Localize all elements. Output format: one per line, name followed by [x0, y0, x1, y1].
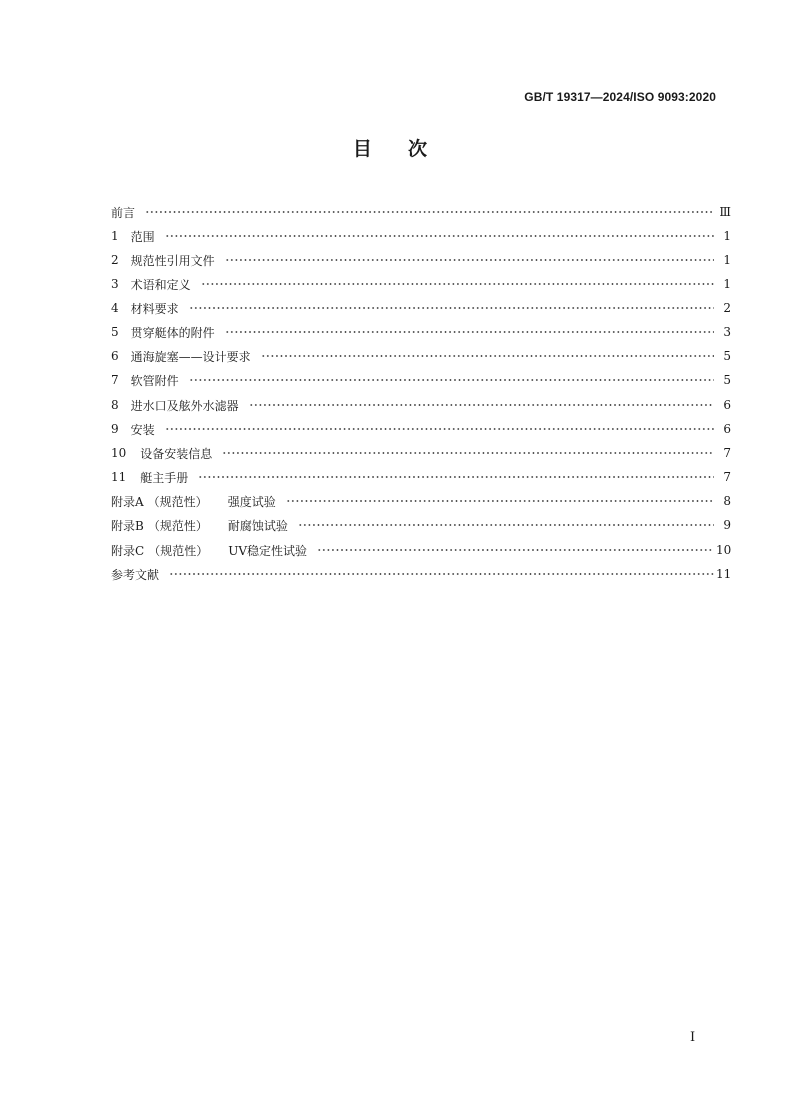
- toc-annex-qualifier: （规范性）: [148, 543, 209, 558]
- dot-leader: [286, 499, 714, 503]
- toc-entry-1[interactable]: [111, 226, 731, 246]
- toc-annex-qualifier: （规范性）: [147, 518, 208, 533]
- dot-leader: [317, 548, 714, 552]
- toc-entry-10[interactable]: [111, 443, 731, 463]
- toc-entry-7[interactable]: [111, 370, 731, 390]
- toc-entry-number: 2: [111, 253, 119, 267]
- toc-entry-number: 6: [111, 349, 119, 363]
- toc-page-number: 7: [723, 470, 731, 484]
- toc-page-number: 7: [723, 446, 731, 460]
- toc-entry-number: 4: [111, 301, 119, 315]
- toc-entry-bibliography[interactable]: [111, 564, 731, 584]
- toc-entry-label: 强度试验: [227, 494, 276, 509]
- dot-leader: [249, 403, 714, 407]
- toc-page-number: 1: [723, 277, 731, 291]
- toc-page-number: Ⅲ: [719, 205, 731, 219]
- toc-entry-number: 7: [111, 373, 119, 387]
- toc-page-number: 1: [723, 253, 731, 267]
- toc-entry-3[interactable]: [111, 274, 731, 294]
- toc-page-number: 3: [723, 325, 731, 339]
- toc-entry-number: 3: [111, 277, 119, 291]
- toc-entry-9[interactable]: [111, 419, 731, 439]
- toc-page-number: 6: [723, 398, 731, 412]
- toc-entry-label: 参考文献: [111, 567, 160, 582]
- toc-page-number: 11: [716, 567, 732, 581]
- toc-annex-number: 附录C: [111, 543, 145, 558]
- dot-leader: [145, 210, 714, 214]
- toc-entry-number: 10: [111, 446, 127, 460]
- toc-page-number: 9: [723, 518, 731, 532]
- toc-entry-6[interactable]: [111, 346, 731, 366]
- dot-leader: [225, 258, 714, 262]
- toc-page-number: 8: [723, 494, 731, 508]
- toc-entry-label: 规范性引用文件: [130, 253, 215, 268]
- toc-entry-label: 进水口及舷外水滤器: [130, 398, 239, 413]
- toc-page-number: 10: [716, 543, 732, 557]
- toc-entry-label: 术语和定义: [130, 277, 191, 292]
- toc-entry-4[interactable]: [111, 298, 731, 318]
- toc-entry-label: 范围: [130, 229, 155, 244]
- toc-annex-number: 附录A: [111, 494, 144, 509]
- toc-entry-foreword[interactable]: [111, 202, 731, 222]
- toc-entry-label: UV稳定性试验: [228, 543, 307, 558]
- toc-entry-label: 软管附件: [130, 373, 179, 388]
- dot-leader: [189, 306, 714, 310]
- toc-page-number: 6: [723, 422, 731, 436]
- page-number: I: [690, 1030, 696, 1045]
- dot-leader: [222, 451, 714, 455]
- dot-leader: [201, 282, 714, 286]
- toc-page-number: 2: [723, 301, 731, 315]
- toc-entry-label: 通海旋塞——设计要求: [130, 349, 251, 364]
- toc-entry-number: 5: [111, 325, 119, 339]
- toc-annex-qualifier: （规范性）: [147, 494, 208, 509]
- toc-entry-8[interactable]: [111, 395, 731, 415]
- toc-entry-label: 安装: [130, 422, 155, 437]
- toc-entry-number: 11: [111, 470, 127, 484]
- dot-leader: [261, 354, 714, 358]
- dot-leader: [165, 427, 714, 431]
- toc-entry-5[interactable]: [111, 322, 731, 342]
- dot-leader: [189, 378, 714, 382]
- dot-leader: [298, 523, 714, 527]
- toc-entry-2[interactable]: [111, 250, 731, 270]
- toc-entry-number: 1: [111, 229, 119, 243]
- toc-entry-number: 9: [111, 422, 119, 436]
- dot-leader: [198, 475, 714, 479]
- toc-entry-label: 耐腐蚀试验: [227, 518, 288, 533]
- toc-entry-label: 贯穿艇体的附件: [130, 325, 215, 340]
- toc-page-number: 5: [723, 349, 731, 363]
- toc-annex-number: 附录B: [111, 518, 144, 533]
- toc-entry-annex-c[interactable]: [111, 540, 731, 560]
- toc-entry-label: 前言: [111, 205, 136, 220]
- standard-code-header: GB/T 19317—2024/ISO 9093:2020: [524, 90, 716, 104]
- toc-entry-11[interactable]: [111, 467, 731, 487]
- dot-leader: [225, 330, 714, 334]
- dot-leader: [169, 572, 714, 576]
- toc-entry-annex-a[interactable]: [111, 491, 731, 511]
- toc-page-number: 5: [723, 373, 731, 387]
- toc-entry-number: 8: [111, 398, 119, 412]
- page-title: 目次: [352, 138, 464, 160]
- dot-leader: [165, 234, 714, 238]
- toc-entry-label: 设备安装信息: [140, 446, 213, 461]
- toc-entry-label: 材料要求: [130, 301, 179, 316]
- toc-entry-annex-b[interactable]: [111, 515, 731, 535]
- toc-entry-label: 艇主手册: [140, 470, 189, 485]
- toc-page-number: 1: [723, 229, 731, 243]
